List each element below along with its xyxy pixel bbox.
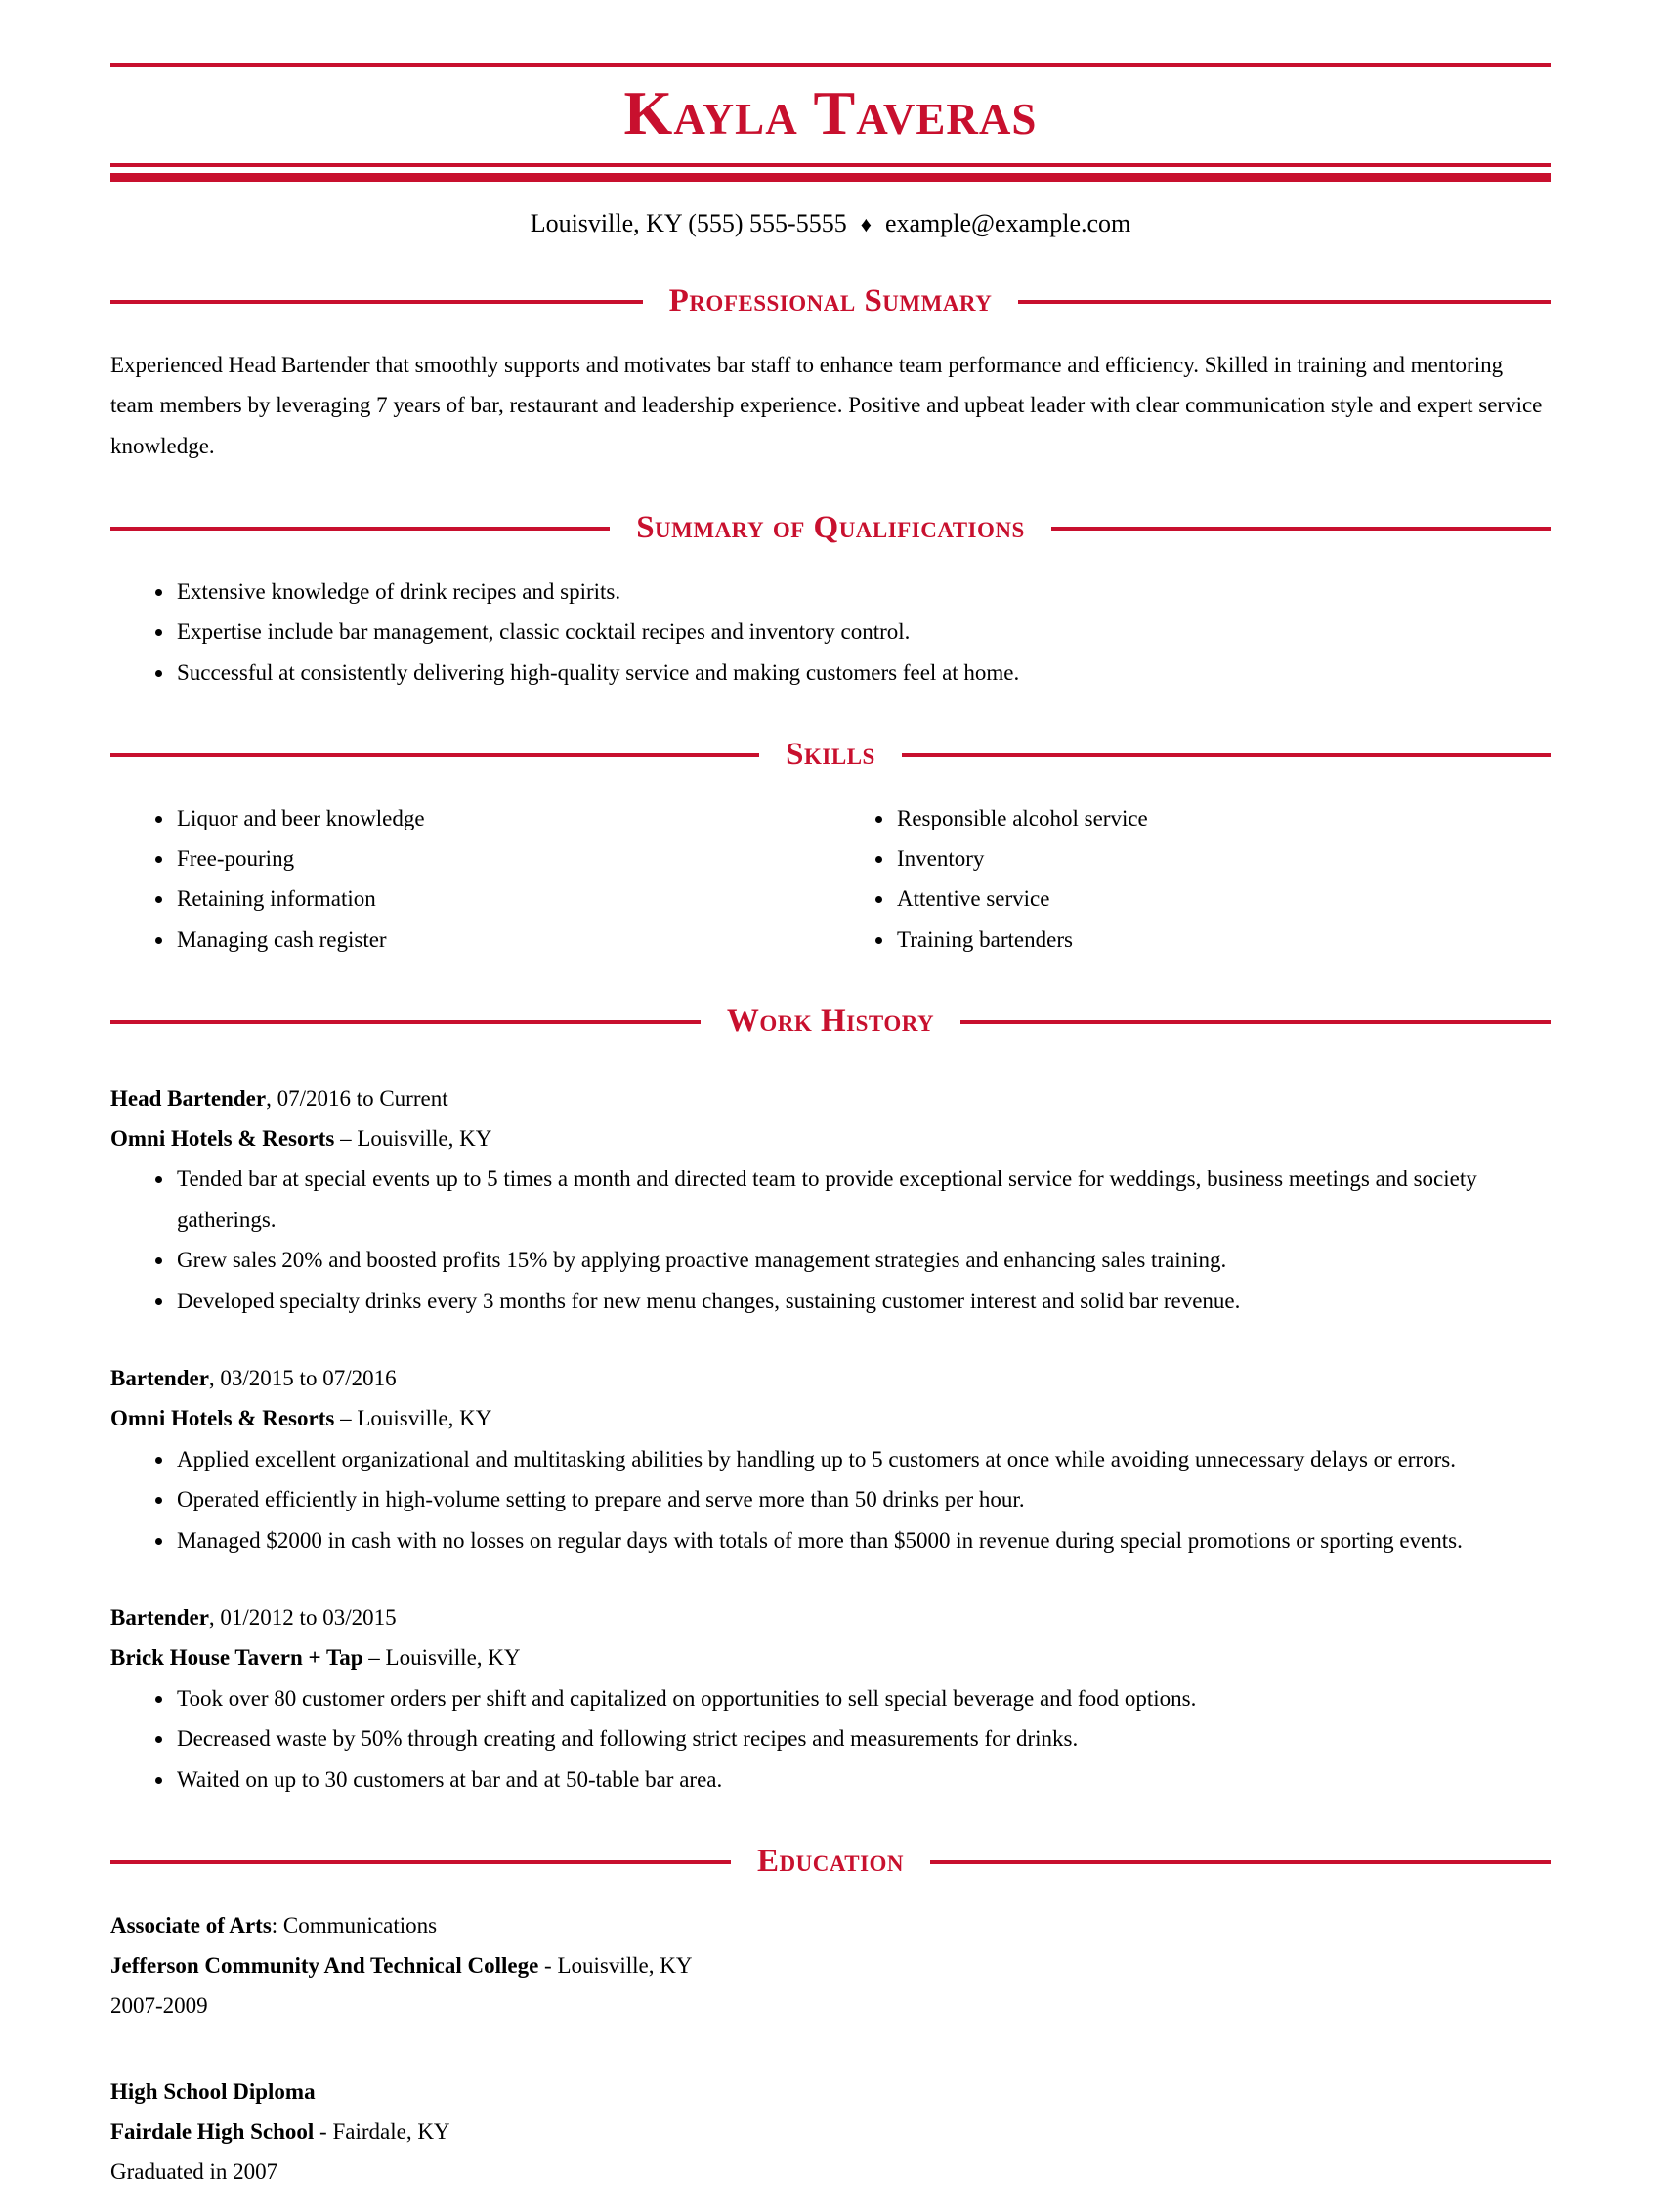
skills-columns	[110, 798, 1551, 960]
job-entry	[110, 1597, 1551, 1800]
education-major: : Communications	[271, 1912, 438, 1937]
education-degree: High School Diploma	[110, 2078, 316, 2104]
education-dates: Graduated in 2007	[110, 2159, 278, 2185]
heading-rule-right	[930, 1860, 1551, 1864]
section-title: Summary of Qualifications	[636, 510, 1025, 546]
list-item: • Free-pouring	[175, 838, 830, 878]
heading-rule-right	[1018, 300, 1551, 304]
resume-page	[0, 63, 1661, 2212]
list-item: • Inventory	[895, 838, 1551, 878]
qualifications-list	[110, 572, 1551, 693]
job-duties-list	[110, 1439, 1551, 1560]
section-heading-professional-summary	[110, 282, 1551, 321]
education-location: - Fairdale, KY	[314, 2119, 450, 2145]
list-item: • Operated efficiently in high-volume setting to prepare and serve more than 50 drinks per hour.	[175, 1479, 1551, 1519]
job-title: Bartender	[110, 1604, 209, 1630]
heading-rule-left	[110, 1020, 701, 1024]
section-title: Education	[756, 1843, 905, 1879]
skills-list-left	[110, 798, 830, 960]
education-degree-line	[110, 2071, 1551, 2111]
list-item: • Retaining information	[175, 878, 830, 918]
contact-phone-location: Louisville, KY (555) 555-5555	[530, 208, 847, 237]
job-title-line	[110, 1358, 1551, 1398]
job-entry	[110, 1358, 1551, 1560]
section-title: Skills	[786, 736, 875, 772]
job-title: Bartender	[110, 1366, 209, 1391]
contact-line	[110, 207, 1551, 240]
candidate-name: Kayla Taveras	[623, 78, 1038, 148]
education-degree: Associate of Arts	[110, 1912, 272, 1937]
job-company-line	[110, 1398, 1551, 1438]
job-dates: , 03/2015 to 07/2016	[208, 1366, 397, 1391]
education-degree-line	[110, 1905, 1551, 1945]
heading-rule-left	[110, 527, 610, 531]
section-title: Professional Summary	[668, 283, 993, 319]
top-rule	[110, 63, 1551, 67]
list-item: • Attentive service	[895, 878, 1551, 918]
list-item: • Liquor and beer knowledge	[175, 798, 830, 838]
list-item: • Tended bar at special events up to 5 times a month and directed team to provide exceptional service for weddings, business meetings and society gatherings.	[175, 1159, 1551, 1240]
job-location: – Louisville, KY	[334, 1127, 492, 1152]
list-item: • Took over 80 customer orders per shift and capitalized on opportunities to sell special beverage and food options.	[175, 1679, 1551, 1719]
name-underline-thin	[110, 163, 1551, 167]
heading-rule-right	[902, 753, 1551, 757]
diamond-icon: ♦	[860, 211, 872, 236]
list-item: • Managed $2000 in cash with no losses on regular days with totals of more than $5000 in revenue during special promotions or sporting events.	[175, 1520, 1551, 1560]
name-underline	[110, 163, 1551, 182]
heading-rule-left	[110, 300, 643, 304]
list-item: • Applied excellent organizational and multitasking abilities by handling up to 5 customers at once while avoiding unnecessary delays or errors.	[175, 1439, 1551, 1479]
job-dates: , 07/2016 to Current	[266, 1085, 448, 1111]
education-school-line	[110, 1945, 1551, 1985]
section-heading-skills	[110, 736, 1551, 775]
job-title-line	[110, 1079, 1551, 1119]
section-heading-work-history	[110, 1002, 1551, 1042]
job-company: Brick House Tavern + Tap	[110, 1645, 363, 1671]
section-heading-education	[110, 1843, 1551, 1882]
job-location: – Louisville, KY	[334, 1406, 492, 1431]
section-title: Work History	[726, 1003, 935, 1040]
list-item: • Successful at consistently delivering high-quality service and making customers feel at home.	[175, 653, 1551, 693]
skills-list-right	[830, 798, 1551, 960]
list-item: • Waited on up to 30 customers at bar and at 50-table bar area.	[175, 1760, 1551, 1800]
job-duties-list	[110, 1679, 1551, 1800]
list-item: • Decreased waste by 50% through creating and following strict recipes and measurements for drinks.	[175, 1719, 1551, 1759]
education-entry	[110, 2071, 1551, 2192]
job-dates: , 01/2012 to 03/2015	[208, 1604, 397, 1630]
education-school-line	[110, 2111, 1551, 2151]
education-entry	[110, 1905, 1551, 2026]
job-title: Head Bartender	[110, 1085, 267, 1111]
list-item: • Developed specialty drinks every 3 months for new menu changes, sustaining customer interest and solid bar revenue.	[175, 1281, 1551, 1321]
job-location: – Louisville, KY	[362, 1645, 521, 1671]
heading-rule-right	[1051, 527, 1551, 531]
list-item: • Training bartenders	[895, 919, 1551, 959]
list-item: • Managing cash register	[175, 919, 830, 959]
education-location: - Louisville, KY	[538, 1952, 693, 1978]
job-company: Omni Hotels & Resorts	[110, 1127, 335, 1152]
job-company: Omni Hotels & Resorts	[110, 1406, 335, 1431]
job-company-line	[110, 1638, 1551, 1678]
heading-rule-right	[960, 1020, 1551, 1024]
job-entry	[110, 1079, 1551, 1321]
heading-rule-left	[110, 1860, 731, 1864]
education-school: Fairdale High School	[110, 2119, 315, 2145]
summary-paragraph: Experienced Head Bartender that smoothly supports and motivates bar staff to enhance team performance and efficiency. Skilled in training and mentoring team members by leveraging 7 years of bar, restaurant and leadership experience. Positive and upbeat leader with clear communication style and expert service knowledge.	[110, 352, 1543, 458]
education-dates: 2007-2009	[110, 1993, 208, 2019]
contact-email: example@example.com	[884, 208, 1131, 237]
name-underline-thick	[110, 173, 1551, 182]
list-item: • Expertise include bar management, classic cocktail recipes and inventory control.	[175, 612, 1551, 652]
list-item: • Responsible alcohol service	[895, 798, 1551, 838]
job-company-line	[110, 1119, 1551, 1159]
list-item: • Grew sales 20% and boosted profits 15% by applying proactive management strategies and enhancing sales training.	[175, 1240, 1551, 1280]
section-heading-qualifications	[110, 509, 1551, 548]
list-item: • Extensive knowledge of drink recipes and spirits.	[175, 572, 1551, 612]
education-school: Jefferson Community And Technical College	[110, 1952, 539, 1978]
job-title-line	[110, 1597, 1551, 1638]
heading-rule-left	[110, 753, 759, 757]
job-duties-list	[110, 1159, 1551, 1321]
